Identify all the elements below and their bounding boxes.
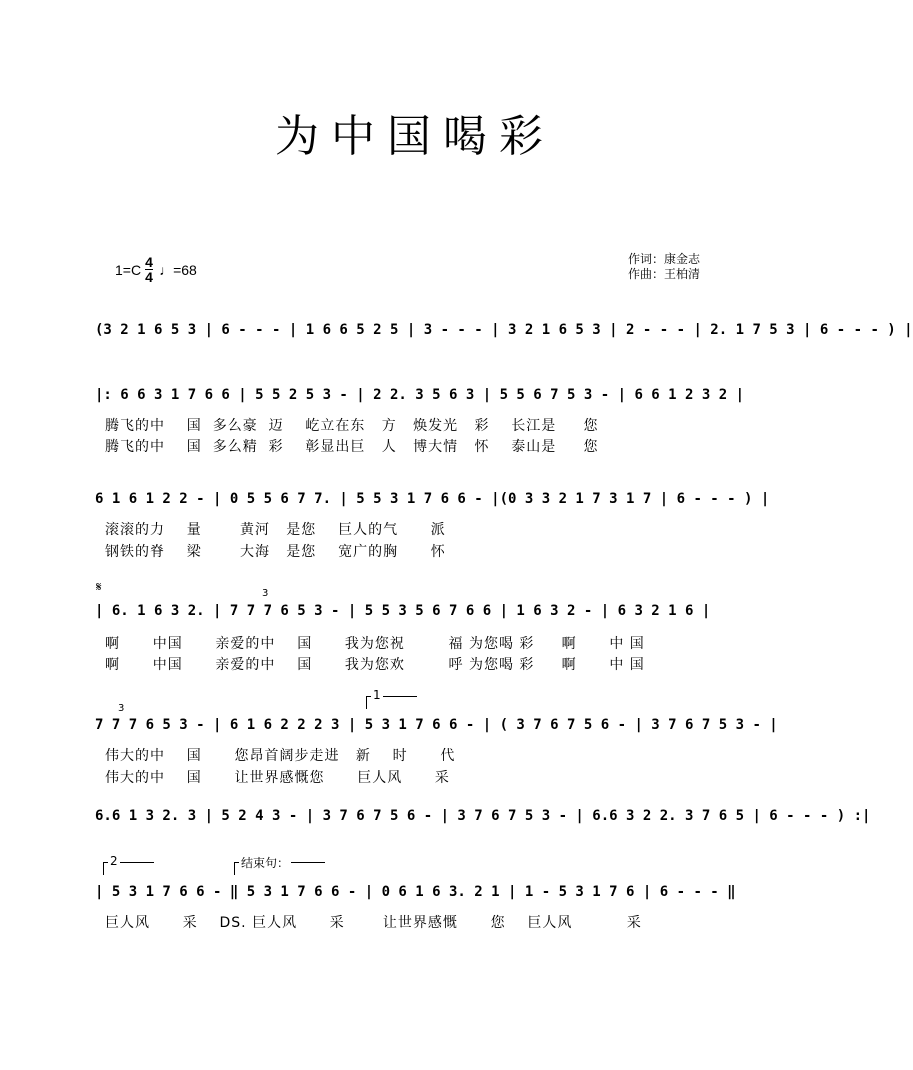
tempo-value: =68 [173,261,197,278]
score-row-3 [0,603,830,633]
lyric-verse-1: 腾飞的中 国 多么豪 迈 屹立在东 方 焕发光 彩 长江是 您 [105,418,599,434]
quarter-note-icon: ♩ [159,261,174,278]
song-title: 为中国喝彩 [275,111,555,162]
notation: 7 7 7 6 5 3 - | 6 1 6 2 2 2 3 | 5 3 1 7 6 6 - | ( 3 7 6 7 5 6 - | 3 7 6 7 5 3 - | [95,717,778,733]
credits [628,252,700,282]
volta-2-label: 2 [110,854,118,868]
notation: |: 6 6 3 1 7 6 6 | 5 5 2 5 3 - | 2 2. 3 5 6 3 | 5 5 6 7 5 3 - | 6 6 1 2 3 2 | [95,387,745,403]
lyric-verse-2: 钢铁的脊 梁 大海 是您 宽广的胸 怀 [105,544,446,560]
key-label: 1=C [115,261,142,278]
lyric-ending: 巨人风 采 DS. 巨人风 采 让世界感慨 您 巨人风 采 [105,915,642,931]
key-signature [115,255,197,284]
volta-2-bracket [103,854,154,875]
volta-1-bracket [366,688,417,709]
ending-label: 结束句： [241,856,290,870]
triplet-mark: 3 [262,588,269,599]
volta-1-label: 1 [373,688,381,702]
score-row-1 [0,387,830,417]
lyric-verse-1: 伟大的中 国 您昂首阔步走进 新 时 代 [105,748,456,764]
score-row-intro [0,322,913,352]
triplet-mark: 3 [118,703,125,714]
score-row-6 [0,884,830,914]
lyricist: 作词：康金志 [628,252,701,266]
notation: (3 2 1 6 5 3 | 6 - - - | 1 6 6 5 2 5 | 3 - - - | 3 2 1 6 5 3 | 2 - - - | 2. 1 7 5 3 | 6 - - - ) | [95,322,913,338]
score-row-4 [0,717,830,747]
segno-icon: 𝄋 [96,580,102,595]
score-row-5 [0,808,871,838]
ending-bracket [234,856,325,875]
notation: | 5 3 1 7 6 6 - ‖ 5 3 1 7 6 6 - | 0 6 1 6 3. 2 1 | 1 - 5 3 1 7 6 | 6 - - - ‖ [95,884,736,900]
lyric-verse-2: 腾飞的中 国 多么精 彩 彰显出巨 人 博大情 怀 泰山是 您 [105,439,599,455]
lyric-verse-2: 啊 中国 亲爱的中 国 我为您欢 呼 为您喝 彩 啊 中 国 [105,657,645,673]
lyric-verse-1: 滚滚的力 量 黄河 是您 巨人的气 派 [105,522,446,538]
notation: 6 1 6 1 2 2 - | 0 5 5 6 7 7. | 5 5 3 1 7 6 6 - |(0 3 3 2 1 7 3 1 7 | 6 - - - ) | [95,491,770,507]
time-signature: $\frac{4}{4}$ [145,254,153,285]
score-row-2 [0,491,830,521]
lyric-verse-2: 伟大的中 国 让世界感慨您 巨人风 采 [105,770,450,786]
notation: 6.6 1 3 2. 3 | 5 2 4 3 - | 3 7 6 7 5 6 - | 3 7 6 7 5 3 - | 6.6 3 2 2. 3 7 6 5 | 6 - - - ) :| [95,808,871,824]
lyric-verse-1: 啊 中国 亲爱的中 国 我为您祝 福 为您喝 彩 啊 中 国 [105,636,645,652]
notation: | 6. 1 6 3 2. | 7 7 7 6 5 3 - | 5 5 3 5 6 7 6 6 | 1 6 3 2 - | 6 3 2 1 6 | [95,603,711,619]
composer: 作曲：王柏清 [628,267,701,281]
